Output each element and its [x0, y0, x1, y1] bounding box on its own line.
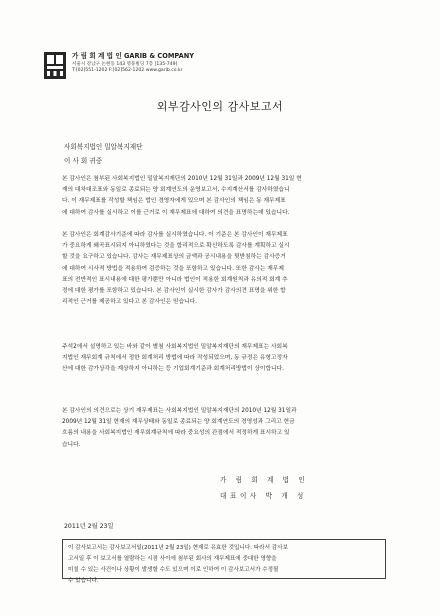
paragraph-audit-standards [62, 230, 384, 308]
paragraph-line: 다. 이 재무제표를 작성할 책임은 법인 경영자에게 있으며 본 감사인의 책임은 동 재무제표 [62, 198, 286, 205]
notice-line: 수 있습니다. [68, 578, 99, 584]
firm-logo-icon [44, 52, 66, 79]
notice-line: 미칠 수 있는 사건이나 상황이 발생할 수도 있으며 이로 인하여 이 감사보고서가 수정될 [68, 567, 279, 573]
paragraph-line: 재의 대차대조표와 동일로 종료되는 양 회계연도의 운영보고서, 수지계산서를 감사하였습니 [62, 187, 290, 194]
notice-line: 고서일 후 이 보고서를 열람하는 시점 사이에 첨부된 회사의 재무제표에 중대한 영향을 [68, 556, 277, 562]
notice-line: 이 감사보고서는 감사보고서일(2011년 2월 23일) 현재로 유효한 것입니다. 따라서 감사보 [68, 545, 288, 551]
report-date: 2011년 2월 23일 [64, 523, 114, 530]
paragraph-line: 지법인 재무회계 규칙에서 정한 회계처리 방법에 따라 작성되었으며, 동 규정은 유형고정자 [62, 355, 288, 362]
paragraph-line: 본 감사인은 회계감사기준에 따라 감사를 실시하였습니다. 이 기준은 본 감사인이 재무제표 [62, 232, 288, 238]
firm-address: 서울시 강남구 논현동 143 영풍빌딩 7층 [135-749] [72, 62, 178, 67]
signature-representative: 대표이사 박 개 성 [220, 492, 307, 500]
paragraph-line: 리적인 근거를 제공하고 있다고 본 감사인은 믿습니다. [62, 299, 197, 306]
signature-firm: 가 림 회 계 법 인 [220, 476, 309, 484]
paragraph-line: 정에 대한 평가를 포함하고 있습니다. 본 감사인이 실시한 감사가 감사의견 표명을 위한 합 [62, 288, 286, 295]
addressee-organization: 사회복지법인 밀알복지재단 [64, 143, 143, 151]
paragraph-line: 가 중요하게 왜곡표시되지 아니하였다는 것을 합리적으로 확신하도록 감사를 계획하고 실시 [62, 243, 290, 250]
paragraph-line: 산에 대한 감가상각을 계상하지 아니하는 등 기업회계기준과 회계처리방법이 상이합니다. [62, 366, 284, 373]
firm-name: 가 림 회 계 법 인 GARIB & COMPANY [72, 52, 195, 60]
paragraph-note [62, 342, 384, 376]
firm-contact: T:[02]551-1202 F:[02]562-1202 www.garib.co.kr [72, 68, 183, 73]
paragraph-line: 표의 전반적인 표시내용에 대한 평가뿐만 아니라 법인이 적용한 회계원칙과 유의적 회계 추 [62, 276, 288, 283]
paragraph-scope [62, 174, 384, 219]
paragraph-line: 할 것을 요구하고 있습니다. 감사는 재무제표상의 금액과 공시내용을 뒷받침하는 감사증거 [62, 254, 286, 261]
paragraph-line: 흐름의 내용을 사회복지법인 재무회계규칙에 따라 중요성의 관점에서 적정하게 표시하고 있 [62, 430, 290, 437]
paragraph-opinion [62, 406, 384, 451]
paragraph-line: 본 감사인은 첨부된 사회복지법인 밀알복지재단의 2010년 12월 31일과 2009년 12월 31일 현 [62, 176, 302, 182]
paragraph-line: 에 대하여 시사적 방법을 적용하여 검증하는 것을 포함하고 있습니다. 또한 감사는 재무제 [62, 265, 284, 272]
validity-notice-box [62, 539, 386, 584]
letterhead [44, 52, 244, 82]
paragraph-line: 주석2에서 설명하고 있는 바와 같이 별첨 사회복지법인 밀알복지재단의 재무제표는 사회복 [62, 344, 288, 350]
paragraph-line: 2009년 12월 31일 현재의 재무상태와 동일로 종료되는 양 회계연도의 경영성과 그리고 현금 [62, 419, 295, 426]
paragraph-line: 에 대하여 감사를 실시하고 이를 근거로 이 재무제표에 대하여 의견을 표명하는데 있습니다. [62, 209, 290, 216]
report-title: 외부감사인의 감사보고서 [156, 100, 284, 113]
paragraph-line: 본 감사인의 의견으로는 상기 재무제표는 사회복지법인 밀알복지재단의 2010년 12월 31일과 [62, 408, 297, 414]
paragraph-line: 습니다. [62, 441, 81, 448]
addressee-board: 이 사 회 귀중 [64, 157, 103, 165]
